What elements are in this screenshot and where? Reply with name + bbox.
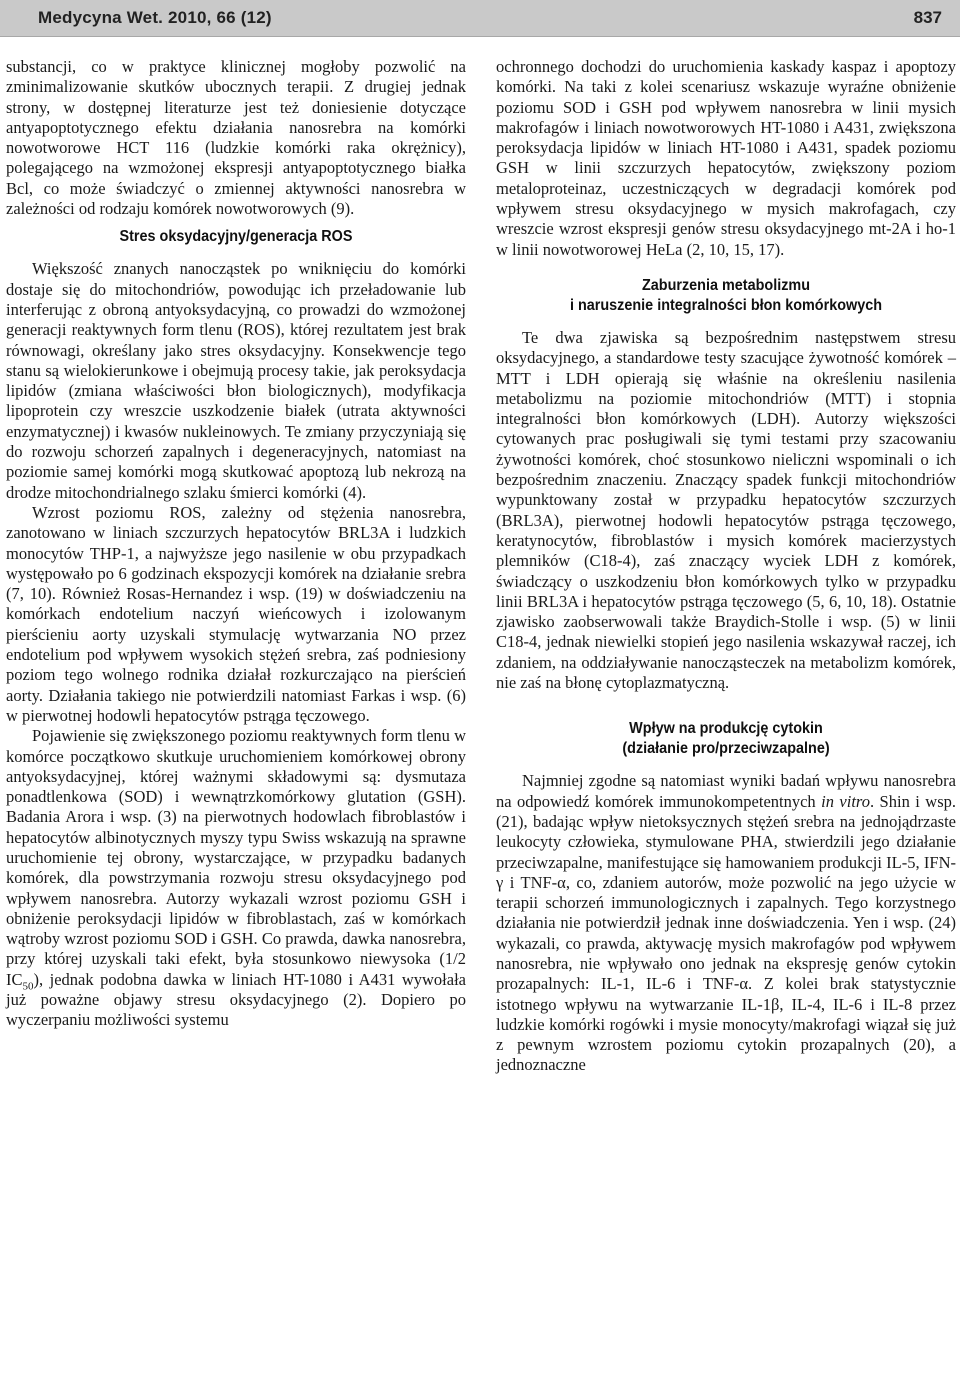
section-heading: Stres oksydacyjny/generacja ROS [119,228,353,246]
right-column [496,57,956,1076]
paragraph-text: Pojawienie się zwiększonego poziomu reaktywnych form tlenu w komórce początkowo skutkuje uruchomieniem komórkowej obrony antyoksydacyjnej, której ważnymi składowymi są: dysmutaza ponadtlenkowa (SOD) i wewnątrzkomórkowy glutation (GSH). Badania Arora i wsp. (3) na pierwotnych hodowlach fibroblastów i hepatocytów albinotycznych myszy typu Swiss wskazują na sprawne uruchomienie tej obrony, wystarczające, w przypadku badanych komórek, dla powstrzymania rozwoju stresu oksydacyjnego pod wpływem nanosrebra. Autorzy wykazali wzrost poziomu GSH i obniżenie peroksydacji lipidów w fibroblastach, zaś w komórkach wątroby wzrost poziomu SOD i GSH. Co prawda, dawka nanosrebra, przy której uzyskali taki efekt, była stosunkowo niewysoka (1/2 IC [6,726,466,989]
section-heading [519,719,933,759]
left-column [6,57,466,1031]
journal-citation: Medycyna Wet. 2010, 66 (12) [38,8,272,27]
paragraph: Wzrost poziomu ROS, zależny od stężenia nanosrebra, zanotowano w liniach szczurzych hepatocytów BRL3A i ludzkich monocytów THP-1, a najwyższe jego nasilenie w obu przypadkach występowało po 6 godzinach ekspozycji komórek na działanie srebra (7, 10). Również Rosas-Hernandez i wsp. (19) w doświadczeniu na komórkach endotelium naczyń wieńcowych i izolowanym pierścieniu aorty uzyskali stymulację wytwarzania NO przez endotelium pod wpływem wysokich stężeń srebra, zaś podniesiony poziom tego wolnego rodnika działał rozkurczająco na pierścień aorty. Działania takiego nie potwierdzili natomiast Farkas i wsp. (6) w pierwotnej hodowli hepatocytów pstrąga tęczowego. [6,502,466,725]
paragraph: substancji, co w praktyce klinicznej mogłoby pozwolić na zminimalizowanie skutków ubocznych terapii. Z drugiej jednak strony, w dostępnej literaturze jest też doniesienie dotyczące antyapoptotycznego efektu działania nanosrebra na komórki nowotworowe HCT 116 (ludzkie komórki raka okrężnicy), polegającego na wzmożonej ekspresji antyapoptotycznego białka Bcl, co może świadczyć o zmiennej aktywności nanosrebra w zależności od rodzaju komórek nowotworowych (9). [6,57,466,219]
paragraph: ochronnego dochodzi do uruchomienia kaskady kaspaz i apoptozy komórki. Na taki z kolei scenariusz wskazuje wyraźne obniżenie poziomu SOD i GSH pod wpływem nanosrebra w linii mysich makrofagów i liniach nowotworowych HT-1080 i A431, zwiększona peroksydacja lipidów w liniach HT-1080 i A431, spadek poziomu GSH w linii szczurzych hepatocytów, zwiększony poziom metaloproteinaz, uczestniczących w degradacji komórek pod wpływem stresu oksydacyjnego w mysich makrofagach, czy wreszcie wzrost ekspresji genów stresu oksydacyjnego mt-2A i ho-1 w linii nowotworowej HeLa (2, 10, 15, 17). [496,57,956,259]
paragraph: Większość znanych nanocząstek po wniknięciu do komórki dostaje się do mitochondriów, powodując ich przeładowanie lub interferując z obroną antyoksydacyjną, co prowadzi do wzmożonej generacji reaktywnych form tlenu (ROS), której rezultatem jest brak równowagi, określany jako stres oksydacyjny. Konsekwencje tego stanu są wielokierunkowe i obejmują procesy takie, jak peroksydacja lipidów (zmiana właściwości błon biologicznych), modyfikacja lipoprotein czy wreszcie uszkodzenie białek (utrata aktywności enzymatycznej) i kwasów nukleinowych. Te zmiany przyczyniają się do rozwoju schorzeń zapalnych i degeneracyjnych, natomiast na poziomie samej komórki mogą skutkować apoptozą lub nekrozą na drodze mitochondrialnego szlaku śmierci komórki (4). [6,259,466,502]
paragraph [6,726,466,1030]
page-number: 837 [913,8,942,27]
heading-line: Wpływ na produkcję cytokin [629,720,823,738]
paragraph-text: ), jednak podobna dawka w liniach HT-1080 i A431 wywołała już poważne objawy stresu oksydacyjnego (2). Dopiero po wyczerpaniu możliwości systemu [6,969,466,1030]
running-header [0,0,960,37]
heading-line: Zaburzenia metabolizmu [641,276,811,294]
subscript: 50 [22,980,34,993]
paragraph-text: Najmniej zgodne są natomiast wyniki badań wpływu nanosrebra na odpowiedź komórek immunokompetentnych [496,771,956,811]
heading-line: i naruszenie integralności błon komórkowych [569,296,883,314]
paragraph-text: . Shin i wsp. (21), badając wpływ nietoksycznych stężeń srebra na jednojądrzaste leukocyty człowieka, stymulowane PHA, stwierdzili jego działanie przeciwzapalne, manifestujące się hamowaniem produkcji IL-5, IFN-γ i TNF-α, co, zdaniem autorów, może pozwolić na jego użycie w terapii schorzeń immunologicznych i zapalnych. Tego korzystnego działania nie potwierdził jednak inne doświadczenia. Yen i wsp. (24) wykazali, co prawda, aktywację mysich makrofagów pod wpływem nanosrebra, nie wpływało ono jednak na ekspresję genów cytokin prozapalnych: IL-1, IL-6 i TNF-α. Z kolei brak statystycznie istotnego wpływu na wytwarzanie IL-1β, IL-4, IL-6 i IL-8 przez ludzkie komórki rogówki i mysie monocyty/makrofagi wiązał się już z pewnym wzrostem poziomu cytokin prozapalnych (20), a jednoznaczne [496,791,957,1075]
paragraph [496,771,956,1075]
italic-term: in vitro [821,791,870,811]
heading-line: (działanie pro/przeciwzapalne) [622,740,830,758]
section-heading [519,276,933,316]
paragraph: Te dwa zjawiska są bezpośrednim następstwem stresu oksydacyjnego, a standardowe testy szacujące żywotność komórek – MTT i LDH opierają się właśnie na określeniu nasilenia metabolizmu na poziomie mitochondriów (MTT) i stopnia integralności błon komórkowych (LDH). Autorzy większości cytowanych prac posługiwali się tymi testami przy szacowaniu żywotności komórek, choć stosunkowo nieliczni wspominali o ich bezpośrednim znaczeniu. Znaczący spadek funkcji mitochondriów wypunktowany został w przypadku hepatocytów szczurzych (BRL3A), pierwotnej hodowli hepatocytów pstrąga tęczowego, keratynocytów, fibroblastów i mysich komórek macierzystych plemników (C18-4), zaś znaczący wyciek LDH z komórek, świadczący o uszkodzeniu błon komórkowych tylko w przypadku linii BRL3A i hepatocytów pstrąga tęczowego (5, 6, 10, 18). Ostatnie zjawisko zaobserwowali także Braydich-Stolle i wsp. (5) w linii C18-4, jednak niewielki stopień jego nasilenia wskazywał raczej, ich zdaniem, na oddziaływanie nanocząsteczek na metabolizm komórek, nie zaś na błonę cytoplazmatyczną. [496,327,956,693]
